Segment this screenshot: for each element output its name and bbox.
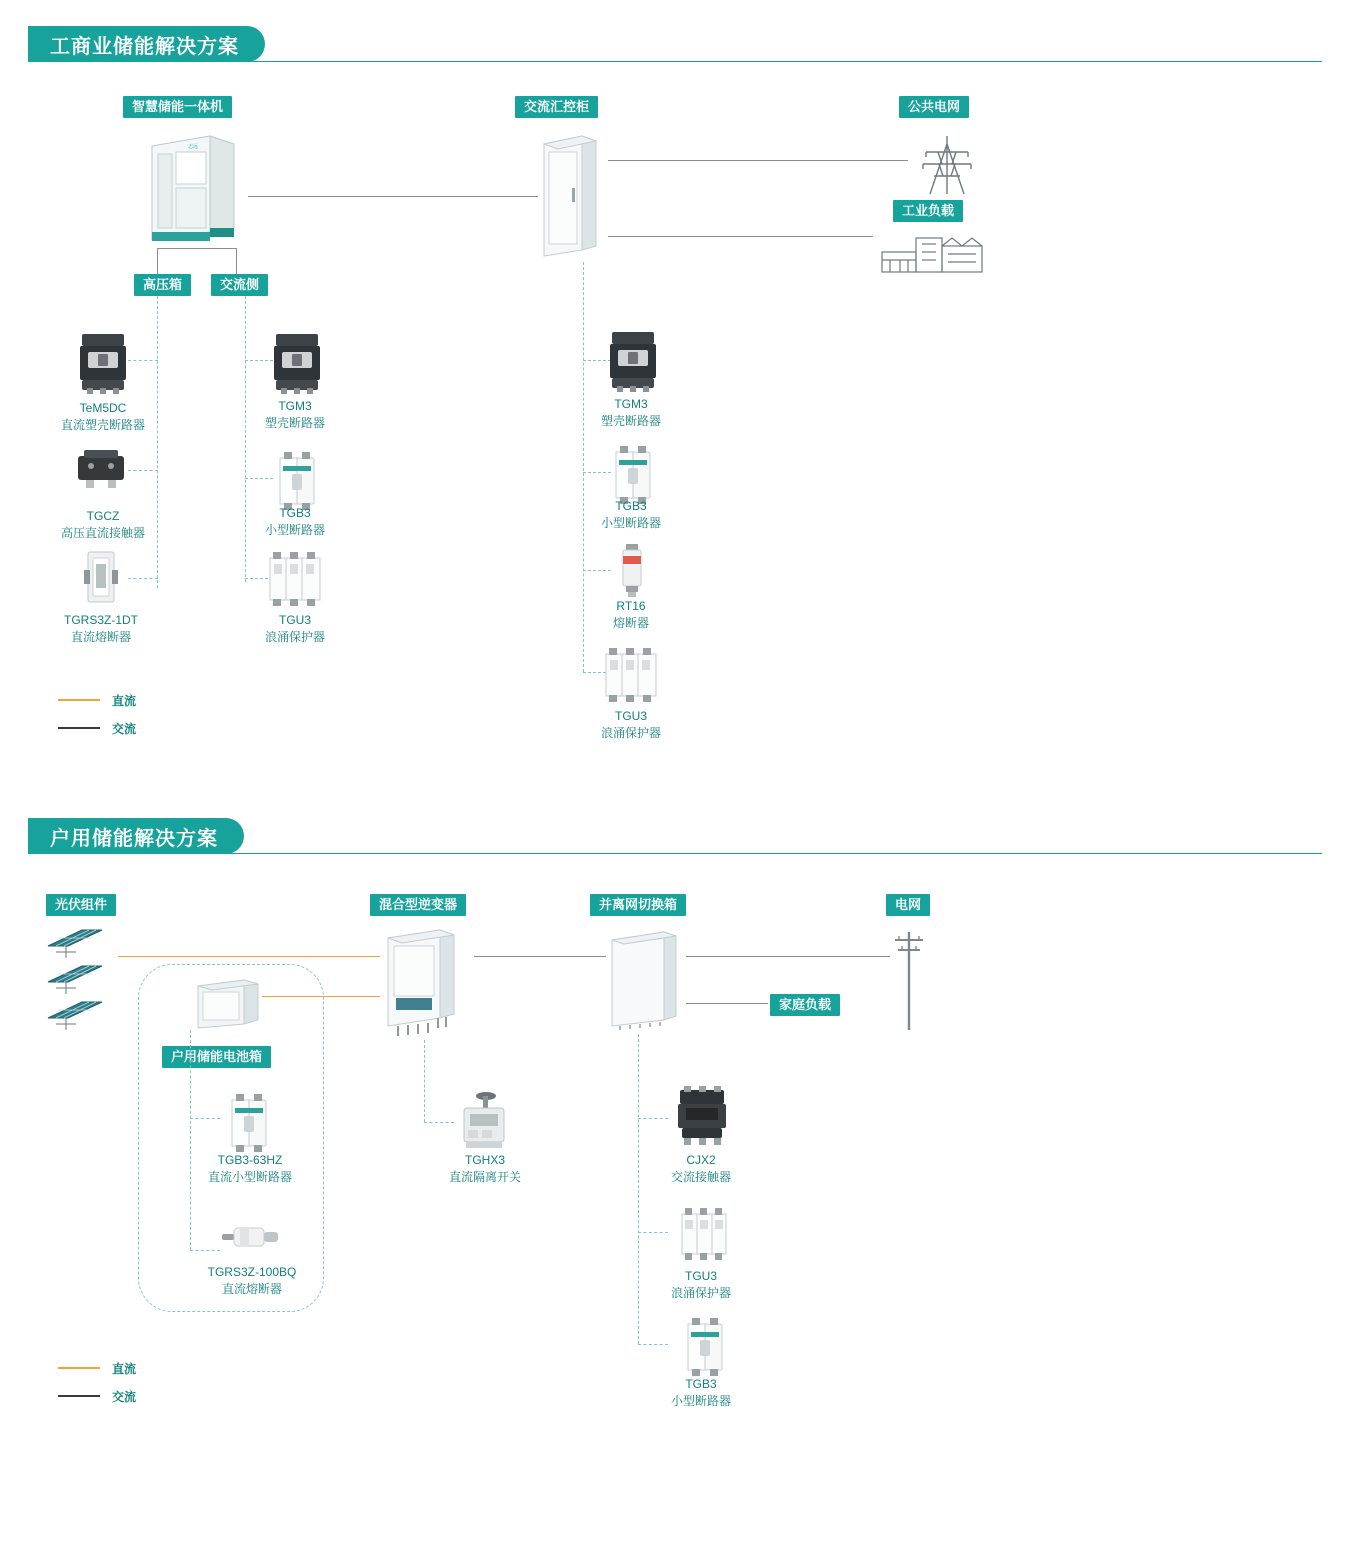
device-model: TGU3 [614,709,647,723]
device-caption-tgu3-home [636,1268,766,1303]
ac-contactor-icon [672,1084,734,1151]
tick-tgu3-home [638,1232,668,1233]
link-cabinet-to-grid [608,160,908,161]
device-model: TGB3 [615,499,647,513]
device-caption-tgrs3z-1dt [32,612,170,647]
device-caption-tgm3-ac [230,398,360,433]
device-name: 直流隔离开关 [448,1170,521,1185]
section-header-commercial [0,26,1350,66]
device-caption-tgcz [36,508,170,543]
legend-label-ac: 交流 [112,1389,137,1404]
mccb-icon [604,328,662,397]
legend-row-ac [58,718,136,738]
device-model: TGRS3Z-1DT [63,613,138,627]
legend-label-dc: 直流 [112,1361,137,1376]
node-label-battery-box: 户用储能电池箱 [162,1046,271,1068]
mcb-icon [680,1316,730,1383]
tick-tem5dc [128,360,158,361]
link-pv-to-inverter-dc [118,956,380,957]
legend-swatch-dc [58,699,100,701]
device-caption-cjx2 [636,1152,766,1187]
spine-inverter [424,1040,425,1122]
cyl-fuse-icon [218,1218,282,1259]
spd-icon [264,550,326,613]
device-model: TGU3 [684,1269,717,1283]
link-switchbox-to-home-load [686,1003,768,1004]
hybrid-inverter-icon [382,926,470,1036]
device-name: 直流熔断器 [70,630,131,645]
tick-tgb3-home [638,1344,668,1345]
device-caption-tgb3-cabinet [566,498,696,533]
device-name: 直流小型断路器 [207,1170,292,1185]
power-tower-icon [912,132,982,200]
bus-ess-branches [157,248,236,249]
device-name: 小型断路器 [670,1394,731,1409]
tick-cjx2 [638,1118,668,1119]
legend-swatch-ac [58,727,100,729]
home-battery-icon [192,976,264,1030]
device-model: TGM3 [614,397,648,411]
mcb-icon [224,1092,274,1159]
device-model: RT16 [616,599,646,613]
drop-ac-side [236,248,237,274]
device-name: 塑壳断路器 [264,416,325,431]
legend-row-dc [58,1358,136,1378]
pv-panel-icon [44,962,108,996]
ess-cabinet-icon [148,128,240,248]
link-switchbox-to-grid [686,956,890,957]
section-header-residential [0,818,1350,858]
device-model: TGB3 [279,506,311,520]
device-model: TGRS3Z-100BQ [207,1265,297,1279]
link-inverter-to-switchbox [474,956,606,957]
drop-hv-box [157,248,158,274]
node-label-home-load: 家庭负载 [770,994,840,1016]
device-name: 小型断路器 [264,523,325,538]
device-caption-tgb3-home [636,1376,766,1411]
device-caption-tgm3-cabinet [566,396,696,431]
mccb-icon [268,330,326,399]
tick-tgrs3z [128,578,158,579]
spine-battery-box [190,1030,191,1250]
device-name: 小型断路器 [600,516,661,531]
legend-swatch-ac [58,1395,100,1397]
legend-label-dc: 直流 [112,693,137,708]
pv-panel-icon [44,998,108,1032]
device-caption-tem5dc [36,400,170,435]
fuse-holder-icon [80,550,122,609]
device-caption-tgrs3z-100bq [182,1264,322,1299]
device-model: TGCZ [86,509,120,523]
factory-icon [880,224,984,274]
section-title-pill [28,26,265,62]
device-name: 浪涌保护器 [600,726,661,741]
device-caption-tghx3 [420,1152,550,1187]
spine-hv-box [157,296,158,588]
device-caption-tgb3-63hz [185,1152,315,1187]
tick-tgcz [128,470,158,471]
node-label-grid: 公共电网 [899,96,969,118]
fuse-icon [615,542,649,603]
device-model: TGU3 [278,613,311,627]
node-label-switchbox: 并离网切换箱 [590,894,686,916]
legend-commercial [58,690,136,746]
tick-tgb3-ac [245,478,273,479]
device-caption-tgu3-cabinet [566,708,696,743]
legend-swatch-dc [58,1367,100,1369]
isolator-icon [456,1088,512,1155]
device-name: 塑壳断路器 [600,414,661,429]
link-cabinet-to-load [608,236,873,237]
section-divider [28,853,1322,854]
device-name: 浪涌保护器 [264,630,325,645]
node-label-hv-box: 高压箱 [134,274,191,296]
section-title: 工商业储能解决方案 [50,35,239,58]
tick-rt16 [583,570,611,571]
device-caption-rt16 [566,598,696,633]
svg-text:志远: 志远 [188,144,199,150]
node-label-ess: 智慧储能一体机 [123,96,232,118]
node-label-pv: 光伏组件 [46,894,116,916]
tick-tgrs3z-100bq [190,1250,220,1251]
legend-residential [58,1358,136,1414]
ac-cabinet-icon [538,128,602,258]
device-model: TGB3 [685,1377,717,1391]
device-name: 熔断器 [612,616,649,631]
device-caption-tgu3-ac [230,612,360,647]
legend-row-dc [58,690,136,710]
node-label-ac-side: 交流侧 [211,274,268,296]
section-title: 户用储能解决方案 [50,827,218,850]
device-model: TGHX3 [464,1153,505,1167]
device-caption-tgb3-ac [230,505,360,540]
device-model: TGB3-63HZ [217,1153,283,1167]
device-name: 直流熔断器 [221,1282,282,1297]
section-title-pill [28,818,244,854]
tick-tgb3-63hz [190,1118,220,1119]
device-model: CJX2 [686,1153,716,1167]
legend-row-ac [58,1386,136,1406]
spd-icon [600,646,662,709]
tick-tgb3-cabinet [583,472,611,473]
spd-icon [676,1206,732,1267]
device-model: TeM5DC [79,401,127,415]
mccb-icon [74,330,132,399]
utility-pole-icon [890,926,928,1032]
node-label-ac-cabinet: 交流汇控柜 [515,96,598,118]
grid-switch-box-icon [606,926,684,1030]
contactor-icon [72,446,130,497]
link-ess-to-cabinet [248,196,538,197]
pv-panel-icon [44,926,108,960]
node-label-inverter: 混合型逆变器 [370,894,466,916]
tick-tghx3 [424,1122,454,1123]
device-name: 交流接触器 [670,1170,731,1185]
device-name: 直流塑壳断路器 [60,418,145,433]
device-name: 高压直流接触器 [60,526,145,541]
node-label-grid: 电网 [886,894,930,916]
device-model: TGM3 [278,399,312,413]
device-name: 浪涌保护器 [670,1286,731,1301]
section-divider [28,61,1322,62]
legend-label-ac: 交流 [112,721,137,736]
node-label-industrial-load: 工业负载 [893,200,963,222]
